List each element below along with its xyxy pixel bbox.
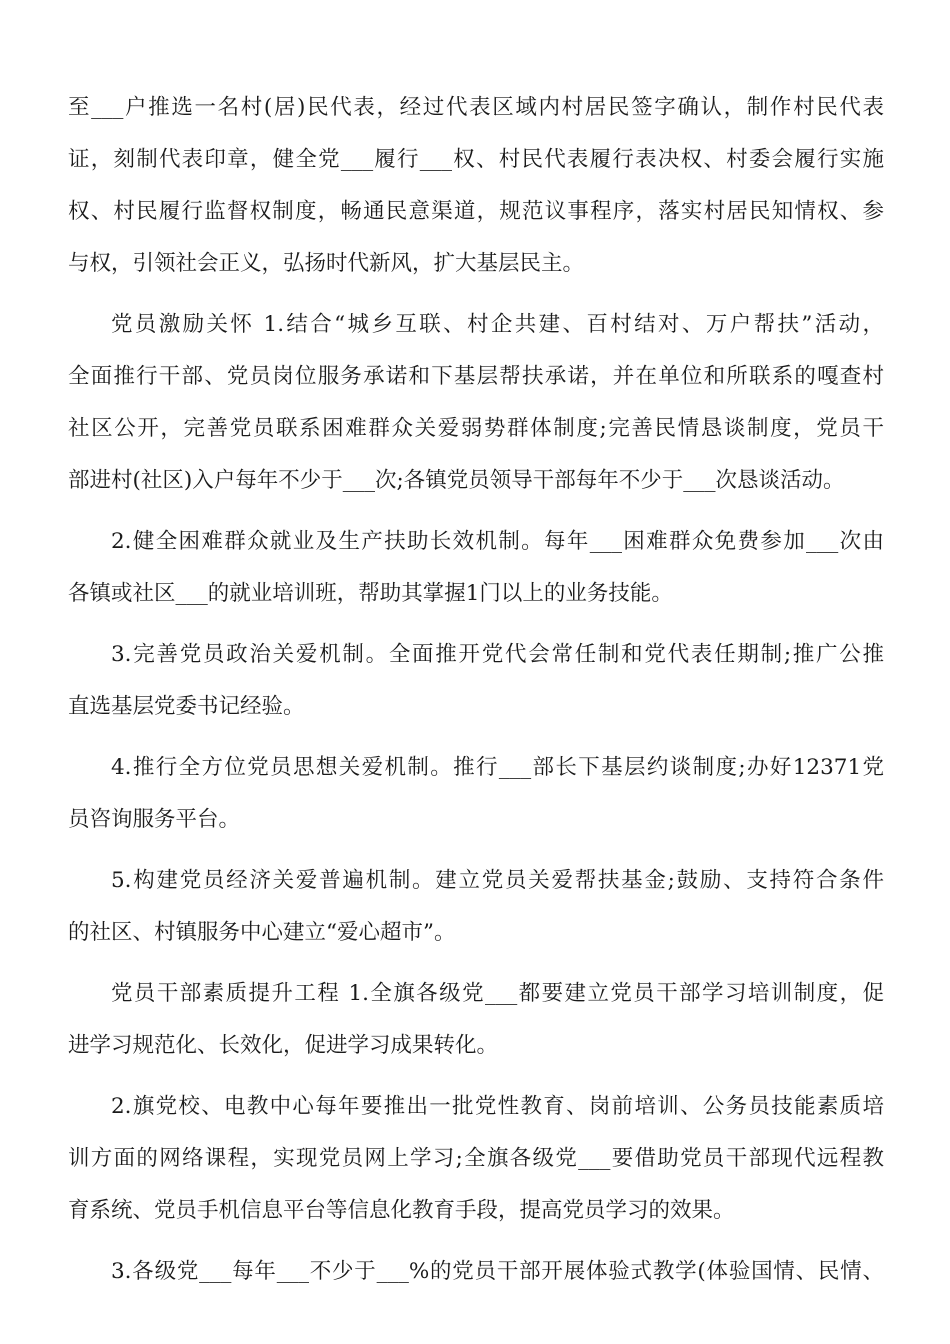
text-line: 2.旗党校、电教中心每年要推出一批党性教育、岗前培训、公务员技能素质培 (111, 1094, 884, 1119)
paragraph-item-2-online-courses (68, 1081, 884, 1237)
text-line: 的社区、村镇服务中心建立“爱心超市”。 (68, 920, 456, 945)
text-line: 部进村(社区)入户每年不少于___次;各镇党员领导干部每年不少于___次恳谈活动。 (68, 468, 845, 493)
text-line: 5.构建党员经济关爱普遍机制。建立党员关爱帮扶基金;鼓励、支持符合条件 (111, 868, 884, 893)
paragraph-item-2-employment (68, 516, 884, 620)
text-line: 党员激励关怀 1.结合“城乡互联、村企共建、百村结对、万户帮扶”活动， (111, 312, 884, 337)
text-line: 直选基层党委书记经验。 (68, 694, 305, 719)
paragraph-party-member-care (68, 299, 884, 507)
document-page (68, 82, 884, 1307)
text-line: 4.推行全方位党员思想关爱机制。推行___部长下基层约谈制度;办好12371党 (111, 755, 884, 780)
text-line: 社区公开，完善党员联系困难群众关爱弱势群体制度;完善民情恳谈制度，党员干 (68, 416, 884, 441)
text-line: 育系统、党员手机信息平台等信息化教育手段，提高党员学习的效果。 (68, 1198, 735, 1223)
paragraph-item-3-political-care (68, 629, 884, 733)
text-line: 2.健全困难群众就业及生产扶助长效机制。每年___困难群众免费参加___次由 (111, 529, 884, 554)
text-line: 员咨询服务平台。 (68, 807, 241, 832)
text-line: 党员干部素质提升工程 1.全旗各级党___都要建立党员干部学习培训制度，促 (111, 981, 884, 1006)
text-line: 与权，引领社会正义，弘扬时代新风，扩大基层民主。 (68, 251, 585, 276)
text-line: 进学习规范化、长效化，促进学习成果转化。 (68, 1033, 499, 1058)
text-line: 权、村民履行监督权制度，畅通民意渠道，规范议事程序，落实村居民知情权、参 (68, 199, 884, 224)
paragraph-item-3-experiential (68, 1246, 884, 1298)
text-line: 至___户推选一名村(居)民代表，经过代表区域内村居民签字确认，制作村民代表 (68, 95, 884, 120)
text-line: 证，刻制代表印章，健全党___履行___权、村民代表履行表决权、村委会履行实施 (68, 147, 884, 172)
text-line: 训方面的网络课程，实现党员网上学习;全旗各级党___要借助党员干部现代远程教 (68, 1146, 884, 1171)
text-line: 3.各级党___每年___不少于___%的党员干部开展体验式教学(体验国情、民情、 (111, 1259, 884, 1284)
text-line: 全面推行干部、党员岗位服务承诺和下基层帮扶承诺，并在单位和所联系的嘎查村 (68, 364, 884, 389)
text-line: 3.完善党员政治关爱机制。全面推开党代会常任制和党代表任期制;推广公推 (111, 642, 884, 667)
paragraph-item-4-ideological-care (68, 742, 884, 846)
text-line: 各镇或社区___的就业培训班，帮助其掌握1门以上的业务技能。 (68, 581, 673, 606)
paragraph-continuation (68, 82, 884, 290)
paragraph-item-5-economic-care (68, 855, 884, 959)
paragraph-quality-improvement (68, 968, 884, 1072)
